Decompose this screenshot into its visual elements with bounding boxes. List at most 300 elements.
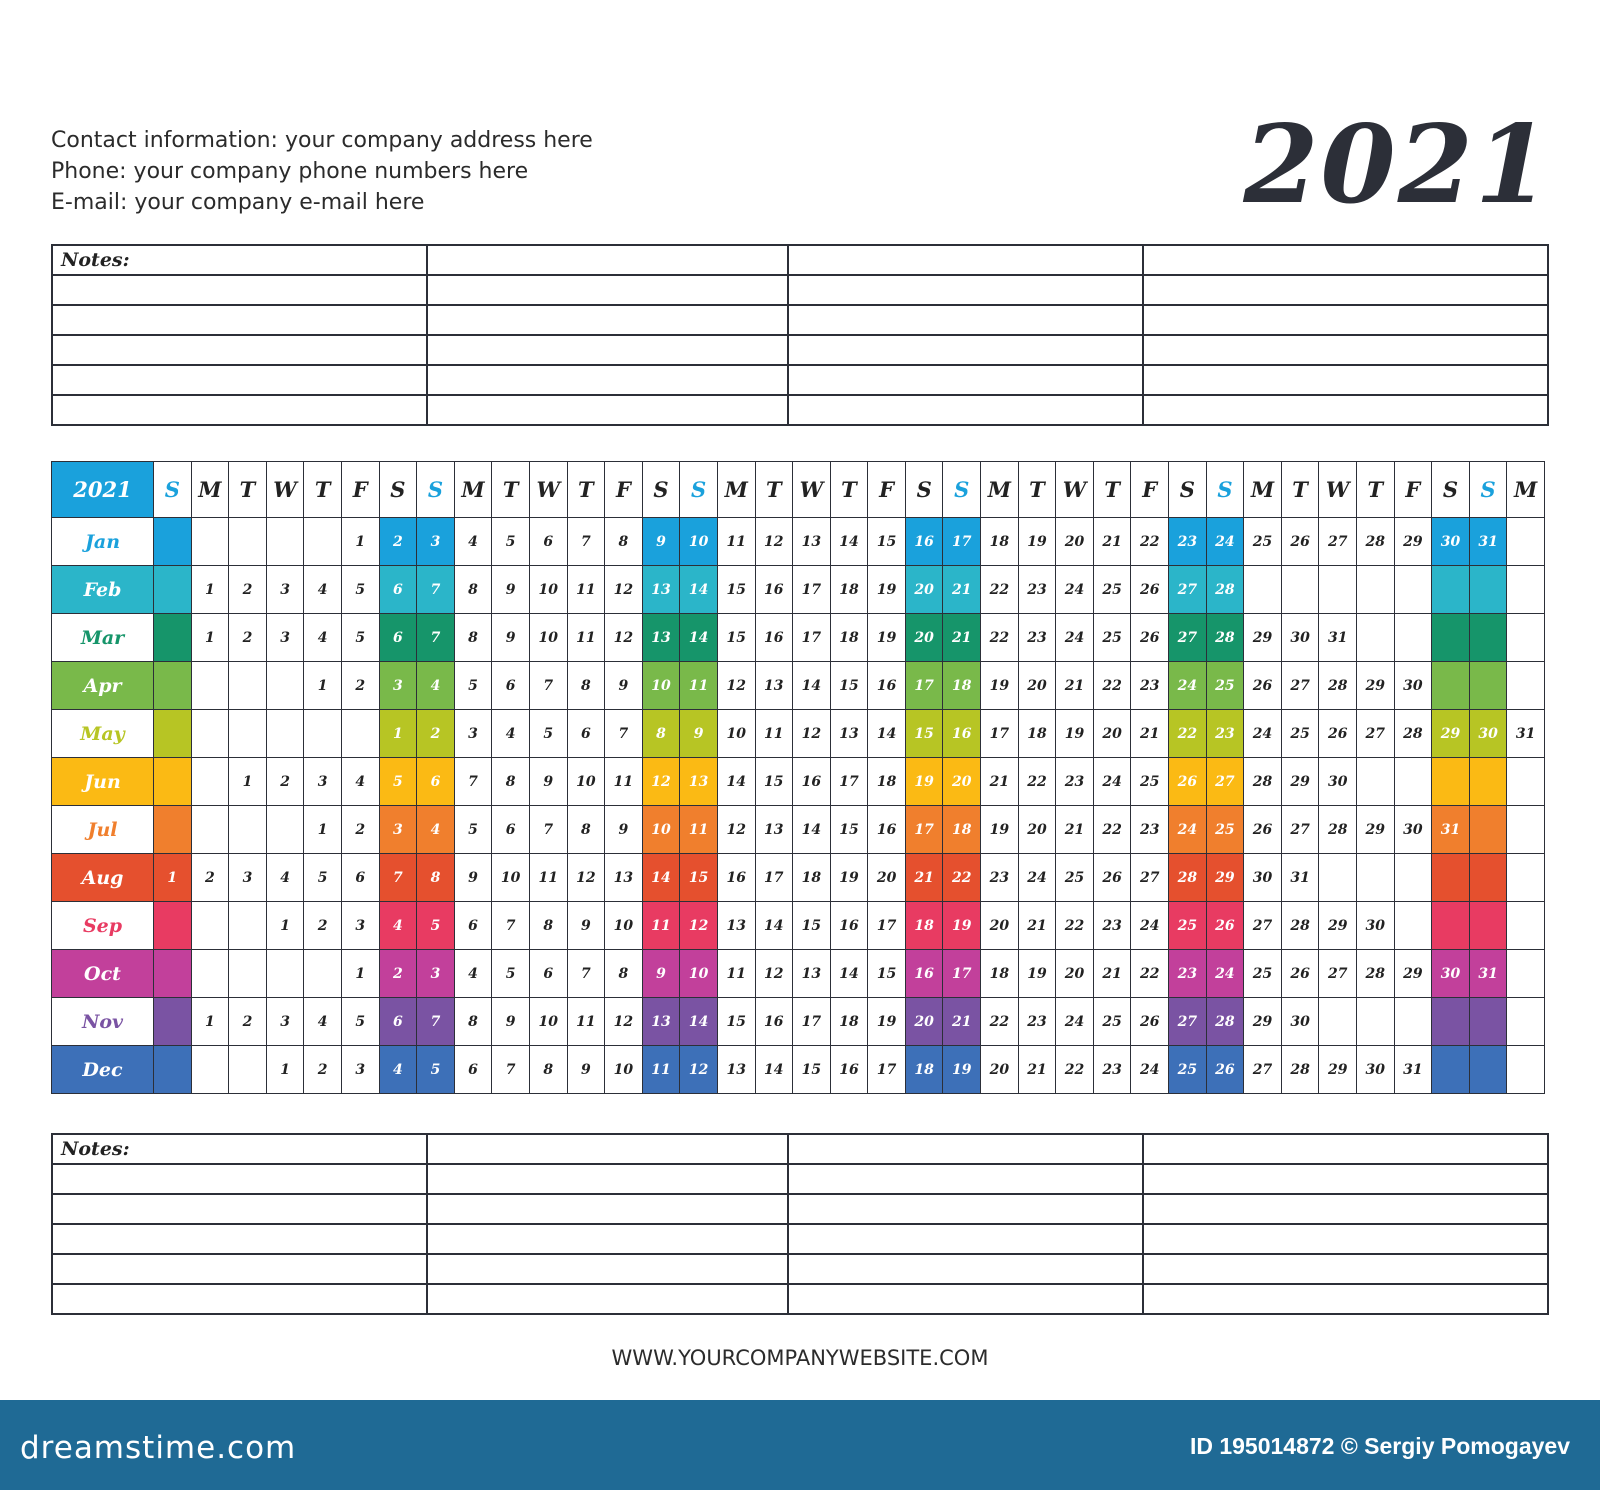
day-cell[interactable]: 28 (1319, 662, 1357, 710)
day-cell[interactable]: 4 (341, 758, 379, 806)
day-cell[interactable]: 6 (529, 950, 567, 998)
day-cell[interactable]: 14 (642, 854, 680, 902)
day-cell[interactable]: 17 (943, 518, 981, 566)
day-cell[interactable]: 31 (1319, 614, 1357, 662)
empty-day-cell[interactable] (191, 902, 229, 950)
notes-cell[interactable] (1143, 1164, 1548, 1194)
day-cell[interactable]: 20 (1018, 662, 1056, 710)
day-cell[interactable]: 23 (981, 854, 1019, 902)
day-cell[interactable]: 27 (1281, 662, 1319, 710)
day-cell[interactable]: 23 (1093, 1046, 1131, 1094)
day-cell[interactable]: 8 (567, 662, 605, 710)
day-cell[interactable]: 3 (341, 1046, 379, 1094)
empty-day-cell[interactable] (1507, 614, 1545, 662)
notes-cell[interactable] (52, 335, 427, 365)
empty-day-cell[interactable] (1357, 566, 1395, 614)
day-cell[interactable]: 24 (1056, 998, 1094, 1046)
day-cell[interactable]: 18 (905, 902, 943, 950)
day-cell[interactable]: 7 (529, 806, 567, 854)
day-cell[interactable]: 30 (1432, 950, 1470, 998)
notes-cell[interactable] (52, 395, 427, 425)
day-cell[interactable]: 9 (492, 998, 530, 1046)
day-cell[interactable]: 7 (417, 998, 455, 1046)
day-cell[interactable]: 13 (717, 902, 755, 950)
day-cell[interactable]: 18 (943, 806, 981, 854)
day-cell[interactable]: 5 (454, 662, 492, 710)
notes-cell[interactable] (427, 1164, 788, 1194)
day-cell[interactable]: 15 (830, 662, 868, 710)
day-cell[interactable]: 27 (1244, 902, 1282, 950)
empty-day-cell[interactable] (1319, 854, 1357, 902)
day-cell[interactable]: 9 (567, 1046, 605, 1094)
day-cell[interactable]: 20 (943, 758, 981, 806)
day-cell[interactable]: 18 (793, 854, 831, 902)
day-cell[interactable]: 11 (567, 614, 605, 662)
day-cell[interactable]: 7 (417, 566, 455, 614)
day-cell[interactable]: 2 (379, 950, 417, 998)
empty-day-cell[interactable] (191, 1046, 229, 1094)
day-cell[interactable]: 1 (304, 806, 342, 854)
day-cell[interactable]: 12 (755, 518, 793, 566)
day-cell[interactable]: 12 (605, 566, 643, 614)
empty-day-cell[interactable] (1432, 614, 1470, 662)
day-cell[interactable]: 15 (793, 1046, 831, 1094)
day-cell[interactable]: 6 (567, 710, 605, 758)
day-cell[interactable]: 10 (529, 998, 567, 1046)
day-cell[interactable]: 7 (529, 662, 567, 710)
day-cell[interactable]: 25 (1244, 518, 1282, 566)
day-cell[interactable]: 22 (981, 998, 1019, 1046)
day-cell[interactable]: 23 (1169, 518, 1207, 566)
day-cell[interactable]: 18 (830, 566, 868, 614)
day-cell[interactable]: 16 (755, 566, 793, 614)
day-cell[interactable]: 8 (454, 998, 492, 1046)
day-cell[interactable]: 21 (1093, 950, 1131, 998)
day-cell[interactable]: 25 (1169, 902, 1207, 950)
day-cell[interactable]: 7 (379, 854, 417, 902)
day-cell[interactable]: 1 (304, 662, 342, 710)
day-cell[interactable]: 13 (830, 710, 868, 758)
day-cell[interactable]: 14 (793, 662, 831, 710)
empty-day-cell[interactable] (1357, 998, 1395, 1046)
day-cell[interactable]: 11 (567, 566, 605, 614)
day-cell[interactable]: 19 (830, 854, 868, 902)
empty-day-cell[interactable] (1507, 566, 1545, 614)
day-cell[interactable]: 20 (1056, 950, 1094, 998)
day-cell[interactable]: 31 (1469, 518, 1507, 566)
notes-cell[interactable] (427, 365, 788, 395)
day-cell[interactable]: 23 (1131, 662, 1169, 710)
day-cell[interactable]: 15 (868, 950, 906, 998)
day-cell[interactable]: 5 (492, 950, 530, 998)
day-cell[interactable]: 23 (1093, 902, 1131, 950)
day-cell[interactable]: 3 (417, 518, 455, 566)
day-cell[interactable]: 20 (1056, 518, 1094, 566)
day-cell[interactable]: 6 (341, 854, 379, 902)
day-cell[interactable]: 20 (1093, 710, 1131, 758)
day-cell[interactable]: 17 (793, 998, 831, 1046)
day-cell[interactable]: 1 (379, 710, 417, 758)
day-cell[interactable]: 15 (905, 710, 943, 758)
day-cell[interactable]: 10 (492, 854, 530, 902)
day-cell[interactable]: 14 (755, 1046, 793, 1094)
empty-day-cell[interactable] (1432, 1046, 1470, 1094)
notes-cell[interactable] (427, 245, 788, 275)
day-cell[interactable]: 6 (454, 902, 492, 950)
day-cell[interactable]: 13 (755, 662, 793, 710)
day-cell[interactable]: 17 (868, 1046, 906, 1094)
day-cell[interactable]: 14 (830, 950, 868, 998)
day-cell[interactable]: 20 (905, 998, 943, 1046)
empty-day-cell[interactable] (191, 710, 229, 758)
day-cell[interactable]: 21 (943, 998, 981, 1046)
notes-cell[interactable] (52, 1284, 427, 1314)
day-cell[interactable]: 19 (868, 614, 906, 662)
day-cell[interactable]: 18 (981, 950, 1019, 998)
day-cell[interactable]: 27 (1281, 806, 1319, 854)
day-cell[interactable]: 22 (1131, 518, 1169, 566)
empty-day-cell[interactable] (154, 806, 192, 854)
day-cell[interactable]: 3 (304, 758, 342, 806)
day-cell[interactable]: 27 (1244, 1046, 1282, 1094)
day-cell[interactable]: 2 (229, 998, 267, 1046)
day-cell[interactable]: 1 (266, 1046, 304, 1094)
day-cell[interactable]: 6 (379, 566, 417, 614)
day-cell[interactable]: 30 (1281, 614, 1319, 662)
day-cell[interactable]: 30 (1432, 518, 1470, 566)
notes-cell[interactable] (1143, 395, 1548, 425)
day-cell[interactable]: 31 (1432, 806, 1470, 854)
notes-cell[interactable] (788, 1194, 1143, 1224)
day-cell[interactable]: 28 (1394, 710, 1432, 758)
day-cell[interactable]: 28 (1169, 854, 1207, 902)
day-cell[interactable]: 7 (605, 710, 643, 758)
day-cell[interactable]: 23 (1018, 998, 1056, 1046)
day-cell[interactable]: 5 (492, 518, 530, 566)
day-cell[interactable]: 8 (454, 614, 492, 662)
day-cell[interactable]: 1 (154, 854, 192, 902)
day-cell[interactable]: 16 (830, 902, 868, 950)
notes-cell[interactable] (788, 1224, 1143, 1254)
day-cell[interactable]: 19 (981, 662, 1019, 710)
day-cell[interactable]: 16 (755, 998, 793, 1046)
day-cell[interactable]: 9 (642, 518, 680, 566)
empty-day-cell[interactable] (1432, 758, 1470, 806)
day-cell[interactable]: 28 (1206, 998, 1244, 1046)
day-cell[interactable]: 2 (266, 758, 304, 806)
empty-day-cell[interactable] (154, 1046, 192, 1094)
day-cell[interactable]: 26 (1206, 902, 1244, 950)
day-cell[interactable]: 18 (943, 662, 981, 710)
day-cell[interactable]: 27 (1169, 614, 1207, 662)
day-cell[interactable]: 4 (417, 806, 455, 854)
day-cell[interactable]: 14 (680, 566, 718, 614)
day-cell[interactable]: 26 (1281, 950, 1319, 998)
day-cell[interactable]: 24 (1056, 614, 1094, 662)
notes-cell[interactable] (1143, 245, 1548, 275)
day-cell[interactable]: 4 (492, 710, 530, 758)
notes-cell[interactable] (788, 335, 1143, 365)
notes-cell[interactable] (1143, 1194, 1548, 1224)
empty-day-cell[interactable] (1507, 806, 1545, 854)
day-cell[interactable]: 9 (492, 614, 530, 662)
empty-day-cell[interactable] (229, 950, 267, 998)
day-cell[interactable]: 25 (1244, 950, 1282, 998)
day-cell[interactable]: 7 (492, 1046, 530, 1094)
empty-day-cell[interactable] (341, 710, 379, 758)
day-cell[interactable]: 26 (1244, 662, 1282, 710)
day-cell[interactable]: 24 (1169, 662, 1207, 710)
day-cell[interactable]: 22 (1093, 806, 1131, 854)
empty-day-cell[interactable] (1394, 758, 1432, 806)
day-cell[interactable]: 16 (868, 806, 906, 854)
notes-cell[interactable] (52, 275, 427, 305)
day-cell[interactable]: 23 (1018, 614, 1056, 662)
empty-day-cell[interactable] (1469, 614, 1507, 662)
day-cell[interactable]: 21 (1131, 710, 1169, 758)
day-cell[interactable]: 2 (304, 1046, 342, 1094)
day-cell[interactable]: 1 (229, 758, 267, 806)
empty-day-cell[interactable] (154, 710, 192, 758)
empty-day-cell[interactable] (1507, 854, 1545, 902)
notes-cell[interactable] (427, 1254, 788, 1284)
day-cell[interactable]: 30 (1357, 902, 1395, 950)
day-cell[interactable]: 14 (830, 518, 868, 566)
day-cell[interactable]: 15 (868, 518, 906, 566)
day-cell[interactable]: 23 (1056, 758, 1094, 806)
day-cell[interactable]: 12 (605, 998, 643, 1046)
empty-day-cell[interactable] (154, 950, 192, 998)
day-cell[interactable]: 23 (1131, 806, 1169, 854)
day-cell[interactable]: 26 (1131, 614, 1169, 662)
day-cell[interactable]: 28 (1357, 518, 1395, 566)
day-cell[interactable]: 4 (454, 518, 492, 566)
day-cell[interactable]: 15 (717, 566, 755, 614)
day-cell[interactable]: 27 (1131, 854, 1169, 902)
empty-day-cell[interactable] (304, 710, 342, 758)
empty-day-cell[interactable] (191, 758, 229, 806)
day-cell[interactable]: 23 (1206, 710, 1244, 758)
day-cell[interactable]: 16 (943, 710, 981, 758)
day-cell[interactable]: 19 (1018, 518, 1056, 566)
day-cell[interactable]: 4 (454, 950, 492, 998)
day-cell[interactable]: 25 (1169, 1046, 1207, 1094)
day-cell[interactable]: 19 (943, 902, 981, 950)
day-cell[interactable]: 17 (793, 614, 831, 662)
empty-day-cell[interactable] (1507, 950, 1545, 998)
day-cell[interactable]: 13 (793, 518, 831, 566)
day-cell[interactable]: 12 (717, 806, 755, 854)
day-cell[interactable]: 4 (417, 662, 455, 710)
day-cell[interactable]: 11 (605, 758, 643, 806)
day-cell[interactable]: 2 (341, 806, 379, 854)
day-cell[interactable]: 10 (680, 950, 718, 998)
day-cell[interactable]: 27 (1169, 998, 1207, 1046)
day-cell[interactable]: 13 (680, 758, 718, 806)
day-cell[interactable]: 2 (379, 518, 417, 566)
notes-cell[interactable] (427, 335, 788, 365)
day-cell[interactable]: 3 (379, 662, 417, 710)
day-cell[interactable]: 20 (981, 902, 1019, 950)
empty-day-cell[interactable] (1394, 614, 1432, 662)
day-cell[interactable]: 10 (717, 710, 755, 758)
day-cell[interactable]: 9 (642, 950, 680, 998)
day-cell[interactable]: 29 (1432, 710, 1470, 758)
day-cell[interactable]: 22 (981, 614, 1019, 662)
day-cell[interactable]: 15 (680, 854, 718, 902)
day-cell[interactable]: 28 (1244, 758, 1282, 806)
day-cell[interactable]: 8 (605, 518, 643, 566)
day-cell[interactable]: 1 (341, 950, 379, 998)
notes-cell[interactable] (52, 305, 427, 335)
day-cell[interactable]: 23 (1018, 566, 1056, 614)
empty-day-cell[interactable] (154, 902, 192, 950)
day-cell[interactable]: 5 (341, 614, 379, 662)
day-cell[interactable]: 22 (1093, 662, 1131, 710)
empty-day-cell[interactable] (266, 662, 304, 710)
day-cell[interactable]: 4 (379, 1046, 417, 1094)
day-cell[interactable]: 6 (529, 518, 567, 566)
day-cell[interactable]: 13 (605, 854, 643, 902)
day-cell[interactable]: 20 (868, 854, 906, 902)
day-cell[interactable]: 24 (1169, 806, 1207, 854)
day-cell[interactable]: 23 (1169, 950, 1207, 998)
notes-cell[interactable] (788, 1284, 1143, 1314)
day-cell[interactable]: 2 (304, 902, 342, 950)
day-cell[interactable]: 19 (905, 758, 943, 806)
notes-cell[interactable] (52, 1194, 427, 1224)
day-cell[interactable]: 5 (454, 806, 492, 854)
day-cell[interactable]: 8 (417, 854, 455, 902)
day-cell[interactable]: 11 (755, 710, 793, 758)
day-cell[interactable]: 29 (1319, 902, 1357, 950)
empty-day-cell[interactable] (1244, 566, 1282, 614)
day-cell[interactable]: 17 (793, 566, 831, 614)
day-cell[interactable]: 13 (793, 950, 831, 998)
day-cell[interactable]: 21 (1018, 902, 1056, 950)
day-cell[interactable]: 17 (981, 710, 1019, 758)
day-cell[interactable]: 16 (905, 518, 943, 566)
day-cell[interactable]: 29 (1319, 1046, 1357, 1094)
day-cell[interactable]: 13 (642, 566, 680, 614)
day-cell[interactable]: 15 (717, 998, 755, 1046)
day-cell[interactable]: 24 (1206, 950, 1244, 998)
empty-day-cell[interactable] (154, 662, 192, 710)
day-cell[interactable]: 17 (830, 758, 868, 806)
empty-day-cell[interactable] (1432, 998, 1470, 1046)
day-cell[interactable]: 3 (266, 614, 304, 662)
day-cell[interactable]: 12 (605, 614, 643, 662)
empty-day-cell[interactable] (191, 662, 229, 710)
empty-day-cell[interactable] (266, 710, 304, 758)
day-cell[interactable]: 18 (830, 998, 868, 1046)
day-cell[interactable]: 30 (1469, 710, 1507, 758)
day-cell[interactable]: 1 (341, 518, 379, 566)
day-cell[interactable]: 7 (567, 518, 605, 566)
day-cell[interactable]: 6 (492, 806, 530, 854)
empty-day-cell[interactable] (1394, 566, 1432, 614)
day-cell[interactable]: 15 (717, 614, 755, 662)
day-cell[interactable]: 19 (981, 806, 1019, 854)
day-cell[interactable]: 16 (793, 758, 831, 806)
day-cell[interactable]: 22 (943, 854, 981, 902)
day-cell[interactable]: 1 (191, 998, 229, 1046)
day-cell[interactable]: 21 (1056, 662, 1094, 710)
empty-day-cell[interactable] (1507, 758, 1545, 806)
empty-day-cell[interactable] (1507, 1046, 1545, 1094)
day-cell[interactable]: 5 (529, 710, 567, 758)
empty-day-cell[interactable] (154, 614, 192, 662)
day-cell[interactable]: 24 (1056, 566, 1094, 614)
day-cell[interactable]: 15 (830, 806, 868, 854)
day-cell[interactable]: 14 (755, 902, 793, 950)
day-cell[interactable]: 25 (1131, 758, 1169, 806)
day-cell[interactable]: 25 (1093, 998, 1131, 1046)
day-cell[interactable]: 8 (642, 710, 680, 758)
day-cell[interactable]: 6 (492, 662, 530, 710)
day-cell[interactable]: 25 (1206, 662, 1244, 710)
day-cell[interactable]: 31 (1394, 1046, 1432, 1094)
empty-day-cell[interactable] (1469, 902, 1507, 950)
empty-day-cell[interactable] (229, 518, 267, 566)
day-cell[interactable]: 9 (529, 758, 567, 806)
day-cell[interactable]: 27 (1169, 566, 1207, 614)
notes-cell[interactable] (788, 1164, 1143, 1194)
day-cell[interactable]: 4 (266, 854, 304, 902)
day-cell[interactable]: 2 (229, 614, 267, 662)
day-cell[interactable]: 29 (1244, 998, 1282, 1046)
day-cell[interactable]: 30 (1394, 662, 1432, 710)
day-cell[interactable]: 26 (1169, 758, 1207, 806)
day-cell[interactable]: 28 (1319, 806, 1357, 854)
day-cell[interactable]: 28 (1281, 902, 1319, 950)
empty-day-cell[interactable] (154, 998, 192, 1046)
day-cell[interactable]: 14 (680, 614, 718, 662)
day-cell[interactable]: 3 (417, 950, 455, 998)
day-cell[interactable]: 14 (793, 806, 831, 854)
day-cell[interactable]: 29 (1244, 614, 1282, 662)
day-cell[interactable]: 6 (379, 614, 417, 662)
empty-day-cell[interactable] (1432, 662, 1470, 710)
day-cell[interactable]: 31 (1281, 854, 1319, 902)
day-cell[interactable]: 30 (1281, 998, 1319, 1046)
day-cell[interactable]: 8 (529, 902, 567, 950)
empty-day-cell[interactable] (154, 758, 192, 806)
day-cell[interactable]: 24 (1131, 902, 1169, 950)
empty-day-cell[interactable] (154, 566, 192, 614)
notes-cell[interactable] (427, 305, 788, 335)
day-cell[interactable]: 24 (1244, 710, 1282, 758)
empty-day-cell[interactable] (1394, 998, 1432, 1046)
day-cell[interactable]: 9 (567, 902, 605, 950)
day-cell[interactable]: 1 (266, 902, 304, 950)
day-cell[interactable]: 10 (529, 566, 567, 614)
day-cell[interactable]: 21 (1018, 1046, 1056, 1094)
day-cell[interactable]: 31 (1507, 710, 1545, 758)
empty-day-cell[interactable] (1469, 998, 1507, 1046)
day-cell[interactable]: 14 (868, 710, 906, 758)
day-cell[interactable]: 21 (1056, 806, 1094, 854)
empty-day-cell[interactable] (1507, 998, 1545, 1046)
day-cell[interactable]: 30 (1319, 758, 1357, 806)
day-cell[interactable]: 30 (1394, 806, 1432, 854)
day-cell[interactable]: 17 (905, 806, 943, 854)
day-cell[interactable]: 26 (1131, 566, 1169, 614)
day-cell[interactable]: 29 (1394, 518, 1432, 566)
empty-day-cell[interactable] (229, 806, 267, 854)
notes-cell[interactable] (427, 1134, 788, 1164)
day-cell[interactable]: 6 (454, 1046, 492, 1094)
